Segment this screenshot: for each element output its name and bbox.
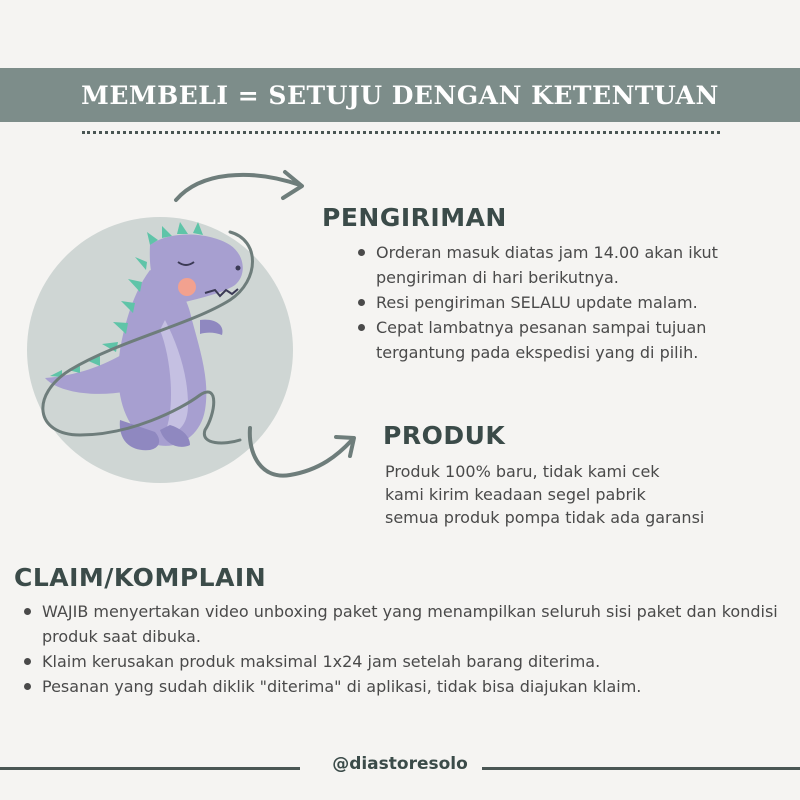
dotted-divider	[82, 131, 720, 134]
list-item: Resi pengiriman SELALU update malam.	[356, 290, 786, 315]
section-title-produk: PRODUK	[383, 421, 506, 450]
store-handle: @diastoresolo	[332, 754, 468, 774]
footer-divider-left	[0, 767, 300, 770]
dino-nostril	[236, 266, 241, 271]
list-item: WAJIB menyertakan video unboxing paket yang menampilkan seluruh sisi paket dan kondisi produk saat dibuka.	[22, 599, 797, 649]
section-title-pengiriman: PENGIRIMAN	[322, 203, 507, 232]
list-item: Orderan masuk diatas jam 14.00 akan ikut pengiriman di hari berikutnya.	[356, 240, 786, 290]
produk-line: semua produk pompa tidak ada garansi	[385, 508, 705, 527]
page-title: MEMBELI = SETUJU DENGAN KETENTUAN	[81, 80, 719, 110]
header-banner	[0, 68, 800, 122]
list-item: Pesanan yang sudah diklik "diterima" di aplikasi, tidak bisa diajukan klaim.	[22, 674, 797, 699]
list-item: Cepat lambatnya pesanan sampai tujuan tergantung pada ekspedisi yang di pilih.	[356, 315, 786, 365]
section-title-claim: CLAIM/KOMPLAIN	[14, 563, 267, 592]
footer-divider-right	[482, 767, 800, 770]
produk-line: Produk 100% baru, tidak kami cek	[385, 462, 660, 481]
produk-line: kami kirim keadaan segel pabrik	[385, 485, 646, 504]
pengiriman-list	[356, 240, 786, 365]
claim-list	[22, 599, 797, 699]
dino-cheek	[178, 278, 196, 296]
produk-text	[385, 460, 785, 529]
list-item: Klaim kerusakan produk maksimal 1x24 jam setelah barang diterima.	[22, 649, 797, 674]
top-arrow-icon	[176, 175, 300, 200]
